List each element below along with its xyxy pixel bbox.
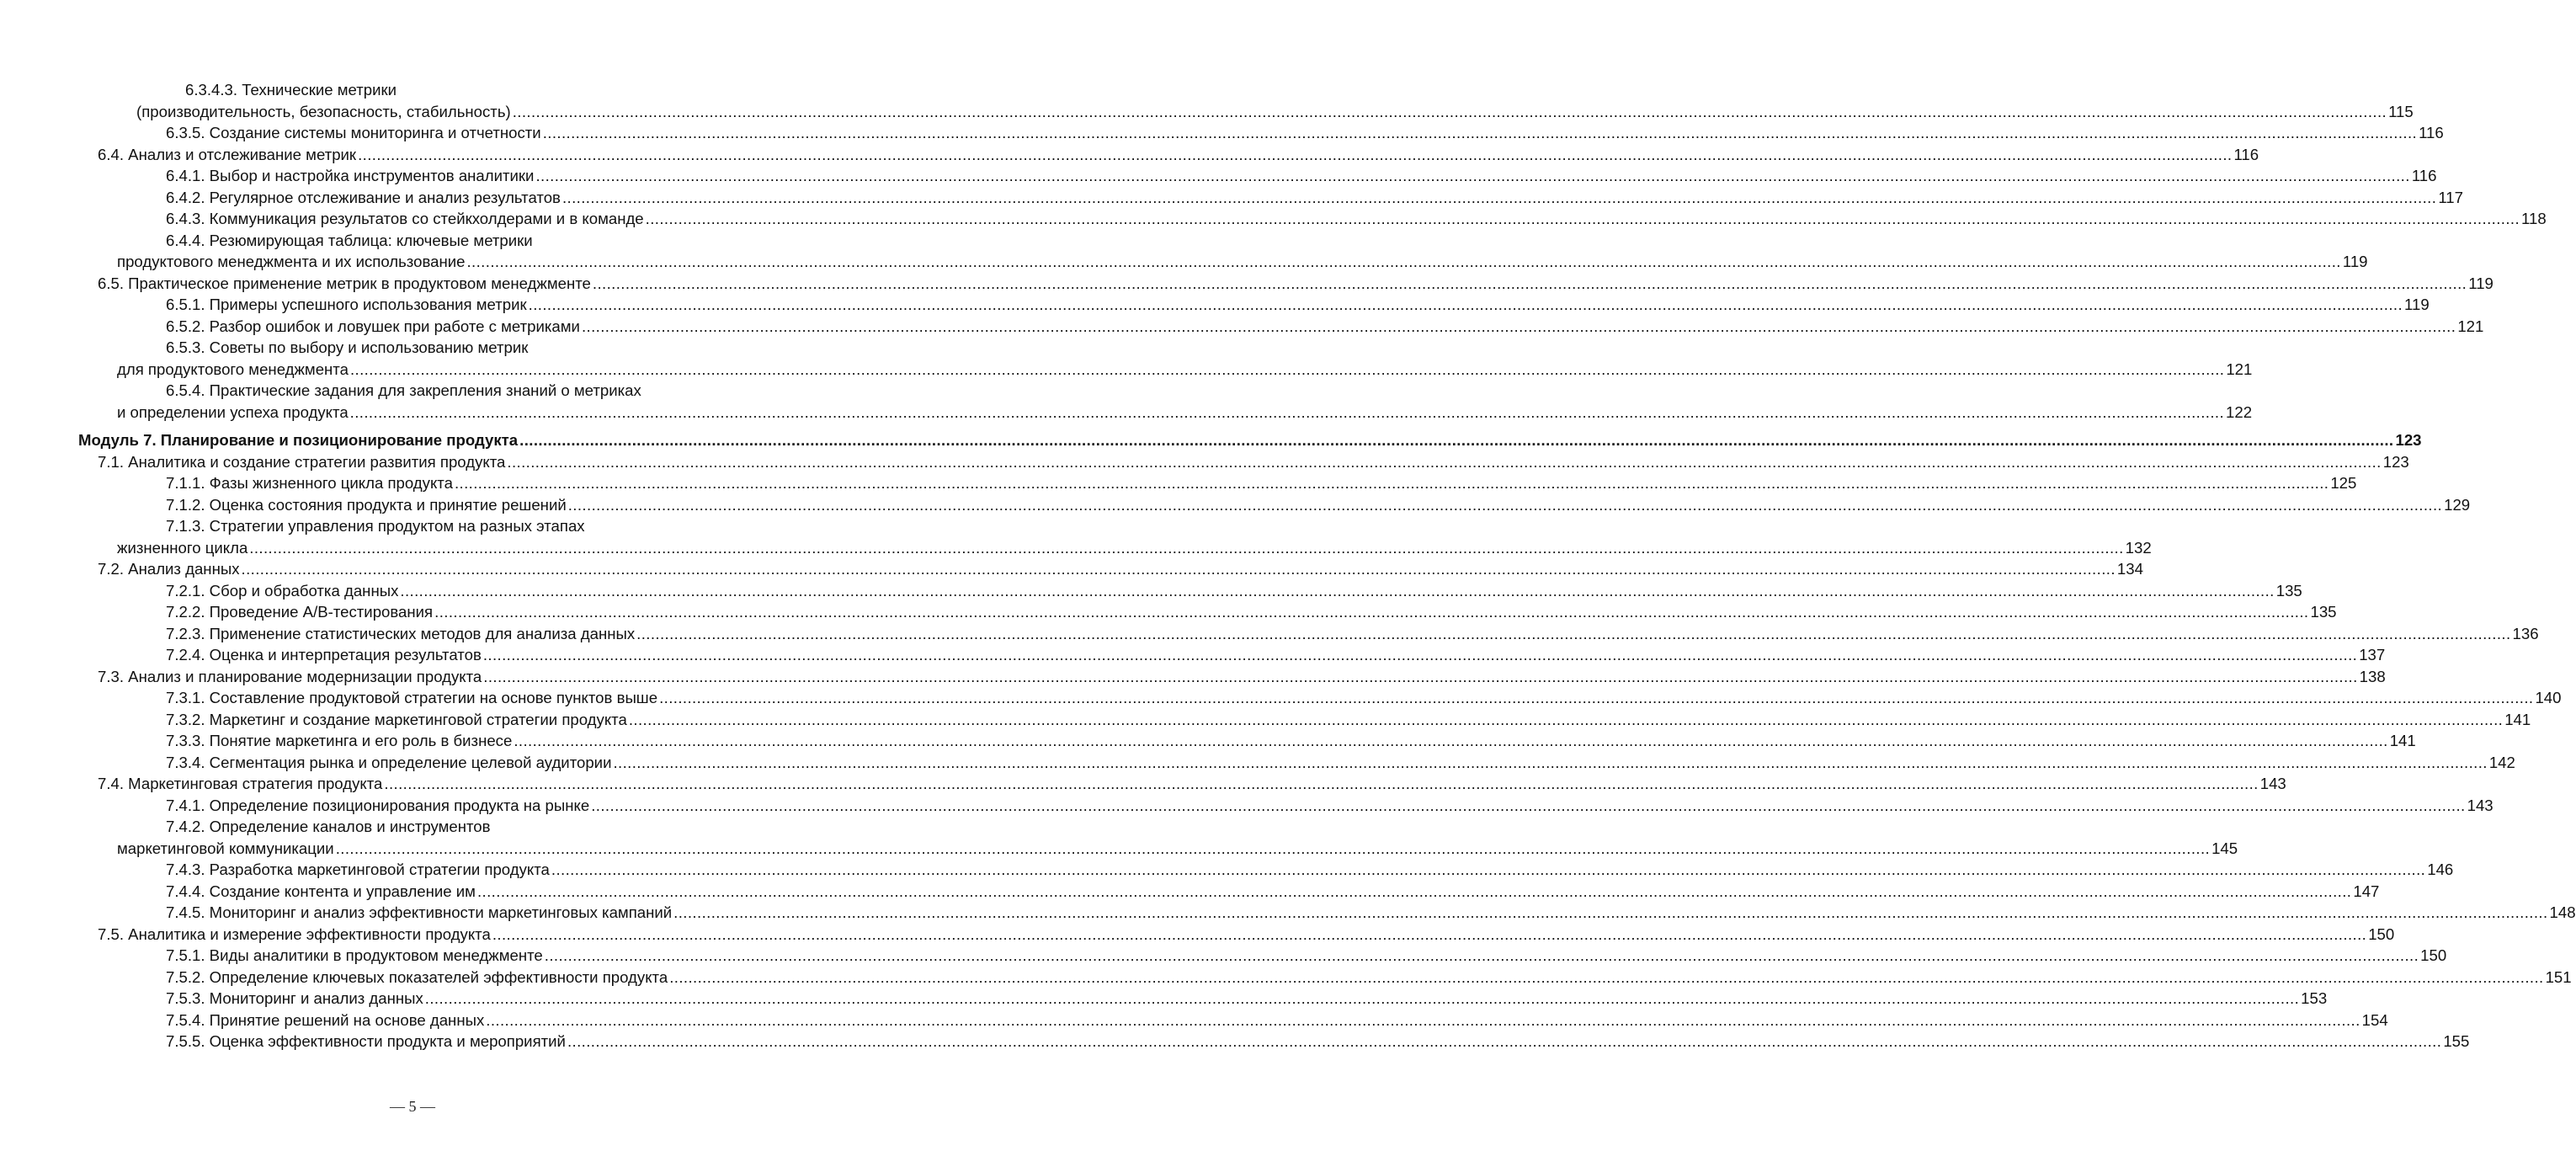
toc-entry[interactable] <box>0 251 2368 273</box>
toc-entry-page: 151 <box>2545 967 2572 986</box>
toc-entry-title: 7.4.5. Мониторинг и анализ эффективности маркетинговых кампаний <box>166 903 673 921</box>
toc-entry-title: 6.4. Анализ и отслеживание метрик <box>98 145 357 163</box>
toc-entry-page: 122 <box>2226 402 2253 421</box>
toc-entry[interactable] <box>0 494 2471 516</box>
toc-entry[interactable] <box>0 988 2328 1010</box>
toc-entry-page: 142 <box>2488 753 2515 771</box>
toc-entry[interactable] <box>0 101 2414 123</box>
toc-entry-title: 6.4.1. Выбор и настройка инструментов аналитики <box>166 167 535 184</box>
dot-leader: ................................................................................................................................................................................................................................................................................................................................................................................................................ <box>466 253 2341 270</box>
dot-leader: ................................................................................................................................................................................................................................................................................................................................................................................................................ <box>424 989 2300 1007</box>
dot-leader: ................................................................................................................................................................................................................................................................................................................................................................................................................ <box>249 538 2124 557</box>
dot-leader: ................................................................................................................................................................................................................................................................................................................................................................................................................ <box>673 903 2548 921</box>
toc-entry[interactable] <box>0 122 2444 144</box>
toc-entry-page: 135 <box>2310 603 2337 621</box>
dot-leader: ................................................................................................................................................................................................................................................................................................................................................................................................................ <box>669 967 2544 986</box>
toc-entry-title: 7.1.1. Фазы жизненного цикла продукта <box>166 474 453 492</box>
dot-leader: ................................................................................................................................................................................................................................................................................................................................................................................................................ <box>349 360 2225 378</box>
dot-leader: ................................................................................................................................................................................................................................................................................................................................................................................................................ <box>528 296 2403 313</box>
toc-entry-title: продуктового менеджмента и их использование <box>117 253 466 270</box>
dot-leader: ................................................................................................................................................................................................................................................................................................................................................................................................................ <box>535 167 2410 184</box>
toc-entry-page: 143 <box>2467 796 2494 814</box>
dot-leader: ................................................................................................................................................................................................................................................................................................................................................................................................................ <box>482 646 2358 663</box>
toc-entry[interactable] <box>0 580 2302 602</box>
toc-entry-title: 7.4.3. Разработка маркетинговой стратегии продукта <box>166 861 550 878</box>
toc-entry[interactable] <box>0 359 2253 381</box>
toc-entry-title: 6.4.3. Коммуникация результатов со стейкхолдерами и в команде <box>166 210 644 227</box>
toc-entry[interactable] <box>0 165 2437 187</box>
toc-entry-title: 6.5.4. Практические задания для закрепления знаний о метриках <box>166 381 641 399</box>
dot-leader: ................................................................................................................................................................................................................................................................................................................................................................................................................ <box>400 581 2275 599</box>
toc-entry-title: 7.5. Аналитика и измерение эффективности продукта <box>98 925 491 943</box>
toc-entry[interactable] <box>0 795 2494 817</box>
dot-leader: ................................................................................................................................................................................................................................................................................................................................................................................................................ <box>591 796 2466 814</box>
dot-leader: ................................................................................................................................................................................................................................................................................................................................................................................................................ <box>544 946 2419 964</box>
dot-leader: ................................................................................................................................................................................................................................................................................................................................................................................................................ <box>454 474 2329 492</box>
toc-entry[interactable] <box>0 187 2463 209</box>
dot-leader: ................................................................................................................................................................................................................................................................................................................................................................................................................ <box>519 431 2394 449</box>
toc-entry-page: 150 <box>2368 925 2395 943</box>
toc-entry[interactable] <box>0 902 2576 924</box>
toc-entry-title: 7.4.2. Определение каналов и инструментов <box>166 818 491 835</box>
toc-entry-page: 150 <box>2420 946 2447 964</box>
toc-entry-title: 6.3.4.3. Технические метрики <box>185 81 397 99</box>
dot-leader: ................................................................................................................................................................................................................................................................................................................................................................................................................ <box>645 210 2520 227</box>
toc-entry-title: (производительность, безопасность, стабильность) <box>136 102 511 120</box>
toc-entry[interactable] <box>0 429 2422 451</box>
toc-entry-page: 118 <box>2521 210 2547 227</box>
toc-entry-title: 6.5.3. Советы по выбору и использованию метрик <box>166 338 529 356</box>
toc-entry-page: 141 <box>2504 710 2531 728</box>
toc-entry[interactable] <box>0 816 825 838</box>
toc-entry[interactable] <box>0 316 2484 338</box>
toc-entry-title: 7.3. Анализ и планирование модернизации продукта <box>98 667 482 685</box>
section-gap <box>0 423 825 429</box>
toc-entry-title: 7.3.4. Сегментация рынка и определение целевой аудитории <box>166 753 612 771</box>
toc-entry-title: для продуктового менеджмента <box>117 360 349 378</box>
toc-entry[interactable] <box>0 773 2286 795</box>
dot-leader: ................................................................................................................................................................................................................................................................................................................................................................................................................ <box>567 495 2443 514</box>
toc-entry-page: 123 <box>2382 452 2409 471</box>
toc-entry[interactable] <box>0 838 2238 860</box>
toc-entry-title: 7.2. Анализ данных <box>98 560 240 578</box>
toc-entry-page: 121 <box>2457 317 2484 335</box>
toc-entry-page: 132 <box>2125 538 2152 557</box>
toc-entry-title: 7.5.4. Принятие решений на основе данных <box>166 1010 485 1029</box>
toc-entry-title: 7.3.1. Составление продуктовой стратегии на основе пунктов выше <box>166 689 658 706</box>
dot-leader: ................................................................................................................................................................................................................................................................................................................................................................................................................ <box>241 560 2116 578</box>
toc-entry[interactable] <box>0 666 2386 688</box>
toc-entry-title: 7.2.3. Применение статистических методов для анализа данных <box>166 624 636 642</box>
toc-entry-title: 7.4.1. Определение позиционирования продукта на рынке <box>166 796 590 814</box>
dot-leader: ................................................................................................................................................................................................................................................................................................................................................................................................................ <box>335 839 2211 857</box>
toc-entry-title: и определении успеха продукта <box>117 402 349 421</box>
toc-entry-title: 7.5.5. Оценка эффективности продукта и мероприятий <box>166 1032 566 1050</box>
toc-entry-title: 7.5.1. Виды аналитики в продуктовом менеджменте <box>166 946 543 964</box>
toc-entry-title: 7.3.2. Маркетинг и создание маркетинговой стратегии продукта <box>166 710 627 728</box>
toc-entry[interactable] <box>0 623 2539 645</box>
toc-entry[interactable] <box>0 601 2337 623</box>
dot-leader: ................................................................................................................................................................................................................................................................................................................................................................................................................ <box>486 1010 2360 1029</box>
dot-leader: ................................................................................................................................................................................................................................................................................................................................................................................................................ <box>514 732 2388 749</box>
toc-entry-page: 145 <box>2211 839 2238 857</box>
toc-entry[interactable] <box>0 881 2380 903</box>
toc-entry[interactable] <box>0 558 2143 580</box>
toc-entry-title: 7.1.3. Стратегии управления продуктом на разных этапах <box>166 517 585 535</box>
toc-entry-page: 136 <box>2512 624 2539 642</box>
toc-entry-title: Модуль 7. Планирование и позиционирование продукта <box>78 431 519 449</box>
toc-entry-title: 7.5.2. Определение ключевых показателей эффективности продукта <box>166 967 668 986</box>
toc-entry-title: жизненного цикла <box>117 538 248 557</box>
toc-entry[interactable] <box>0 1010 2388 1031</box>
toc-entry-page: 143 <box>2259 775 2286 792</box>
dot-leader: ................................................................................................................................................................................................................................................................................................................................................................................................................ <box>507 452 2382 471</box>
toc-entry[interactable] <box>0 537 2152 559</box>
toc-entry-page: 138 <box>2359 667 2386 685</box>
dot-leader: ................................................................................................................................................................................................................................................................................................................................................................................................................ <box>512 102 2387 120</box>
dot-leader: ................................................................................................................................................................................................................................................................................................................................................................................................................ <box>358 145 2233 163</box>
toc-entry-title: 6.4.4. Резюмирующая таблица: ключевые метрики <box>166 231 533 249</box>
toc-entry-page: 148 <box>2549 903 2576 921</box>
dot-leader: ................................................................................................................................................................................................................................................................................................................................................................................................................ <box>562 188 2437 206</box>
toc-entry[interactable] <box>0 472 2357 494</box>
toc-entry-page: 154 <box>2361 1010 2388 1029</box>
toc-entry[interactable] <box>0 687 2562 709</box>
dot-leader: ................................................................................................................................................................................................................................................................................................................................................................................................................ <box>476 882 2352 900</box>
dot-leader: ................................................................................................................................................................................................................................................................................................................................................................................................................ <box>628 710 2504 728</box>
toc-entry[interactable] <box>0 230 825 252</box>
toc-entry-title: 6.5.1. Примеры успешного использования метрик <box>166 296 527 313</box>
toc-entry-title: 7.3.3. Понятие маркетинга и его роль в бизнесе <box>166 732 513 749</box>
toc-entry-page: 141 <box>2389 732 2416 749</box>
toc-entry-page: 153 <box>2301 989 2328 1007</box>
toc-entry-page: 129 <box>2444 495 2471 514</box>
toc-entry-page: 119 <box>2468 274 2494 292</box>
toc-entry[interactable] <box>0 451 2409 473</box>
toc-entry-title: 7.4.4. Создание контента и управление им <box>166 882 476 900</box>
toc-entry[interactable] <box>0 859 2454 881</box>
toc-entry-page: 140 <box>2535 689 2562 706</box>
toc-entry-title: 6.3.5. Создание системы мониторинга и отчетности <box>166 124 541 141</box>
dot-leader: ................................................................................................................................................................................................................................................................................................................................................................................................................ <box>434 603 2309 621</box>
dot-leader: ................................................................................................................................................................................................................................................................................................................................................................................................................ <box>613 753 2488 771</box>
dot-leader: ................................................................................................................................................................................................................................................................................................................................................................................................................ <box>551 861 2426 878</box>
dot-leader: ................................................................................................................................................................................................................................................................................................................................................................................................................ <box>384 775 2259 792</box>
toc-entry[interactable] <box>0 967 2572 988</box>
toc-entry-title: 7.1.2. Оценка состояния продукта и принятие решений <box>166 495 567 514</box>
toc-entry-title: 7.1. Аналитика и создание стратегии развития продукта <box>98 452 506 471</box>
toc-entry-page: 119 <box>2342 253 2368 270</box>
toc-entry[interactable] <box>0 924 2395 946</box>
dot-leader: ................................................................................................................................................................................................................................................................................................................................................................................................................ <box>659 689 2534 706</box>
dot-leader: ................................................................................................................................................................................................................................................................................................................................................................................................................ <box>581 317 2456 335</box>
toc-entry-page: 123 <box>2395 431 2422 449</box>
toc-entry-page: 134 <box>2116 560 2143 578</box>
table-of-contents <box>0 79 2576 1052</box>
toc-entry-page: 147 <box>2353 882 2380 900</box>
toc-entry-title: 7.2.4. Оценка и интерпретация результатов <box>166 646 482 663</box>
toc-entry[interactable] <box>0 515 825 537</box>
toc-entry-page: 155 <box>2443 1032 2470 1050</box>
toc-entry[interactable] <box>0 208 2547 230</box>
toc-entry-page: 119 <box>2404 296 2430 313</box>
dot-leader: ................................................................................................................................................................................................................................................................................................................................................................................................................ <box>483 667 2358 685</box>
dot-leader: ................................................................................................................................................................................................................................................................................................................................................................................................................ <box>636 624 2511 642</box>
toc-entry[interactable] <box>0 709 2531 731</box>
dot-leader: ................................................................................................................................................................................................................................................................................................................................................................................................................ <box>349 402 2225 421</box>
toc-entry[interactable] <box>0 730 2416 752</box>
toc-entry[interactable] <box>0 945 2447 967</box>
toc-entry[interactable] <box>0 752 2515 774</box>
toc-entry[interactable] <box>0 380 825 402</box>
toc-entry-title: 6.5.2. Разбор ошибок и ловушек при работе с метриками <box>166 317 580 335</box>
toc-entry-page: 117 <box>2438 188 2463 206</box>
toc-entry-title: 7.5.3. Мониторинг и анализ данных <box>166 989 423 1007</box>
toc-entry-title: маркетинговой коммуникации <box>117 839 334 857</box>
page-number: — 5 — <box>390 1098 435 1115</box>
dot-leader: ................................................................................................................................................................................................................................................................................................................................................................................................................ <box>492 925 2367 943</box>
toc-entry-page: 121 <box>2226 360 2253 378</box>
toc-entry-page: 116 <box>2411 167 2437 184</box>
toc-entry-title: 7.2.1. Сбор и обработка данных <box>166 581 399 599</box>
toc-entry[interactable] <box>0 79 825 101</box>
toc-entry[interactable] <box>0 273 2494 295</box>
toc-entry[interactable] <box>0 144 2259 166</box>
toc-entry[interactable] <box>0 402 2253 424</box>
toc-entry-page: 135 <box>2275 581 2302 599</box>
toc-entry-title: 7.2.2. Проведение A/B-тестирования <box>166 603 434 621</box>
toc-entry-page: 115 <box>2388 102 2414 120</box>
toc-entry[interactable] <box>0 1031 2470 1052</box>
toc-entry-page: 125 <box>2330 474 2357 492</box>
toc-entry-title: 7.4. Маркетинговая стратегия продукта <box>98 775 383 792</box>
toc-entry-title: 6.4.2. Регулярное отслеживание и анализ результатов <box>166 188 561 206</box>
toc-entry-title: 6.5. Практическое применение метрик в продуктовом менеджменте <box>98 274 591 292</box>
toc-entry-page: 116 <box>2419 124 2444 141</box>
toc-entry[interactable] <box>0 644 2386 666</box>
toc-entry-page: 146 <box>2427 861 2454 878</box>
toc-entry[interactable] <box>0 337 825 359</box>
toc-entry[interactable] <box>0 294 2430 316</box>
dot-leader: ................................................................................................................................................................................................................................................................................................................................................................................................................ <box>542 124 2418 141</box>
toc-entry-page: 137 <box>2359 646 2386 663</box>
toc-entry-page: 116 <box>2233 145 2259 163</box>
dot-leader: ................................................................................................................................................................................................................................................................................................................................................................................................................ <box>567 1032 2442 1050</box>
dot-leader: ................................................................................................................................................................................................................................................................................................................................................................................................................ <box>592 274 2467 292</box>
